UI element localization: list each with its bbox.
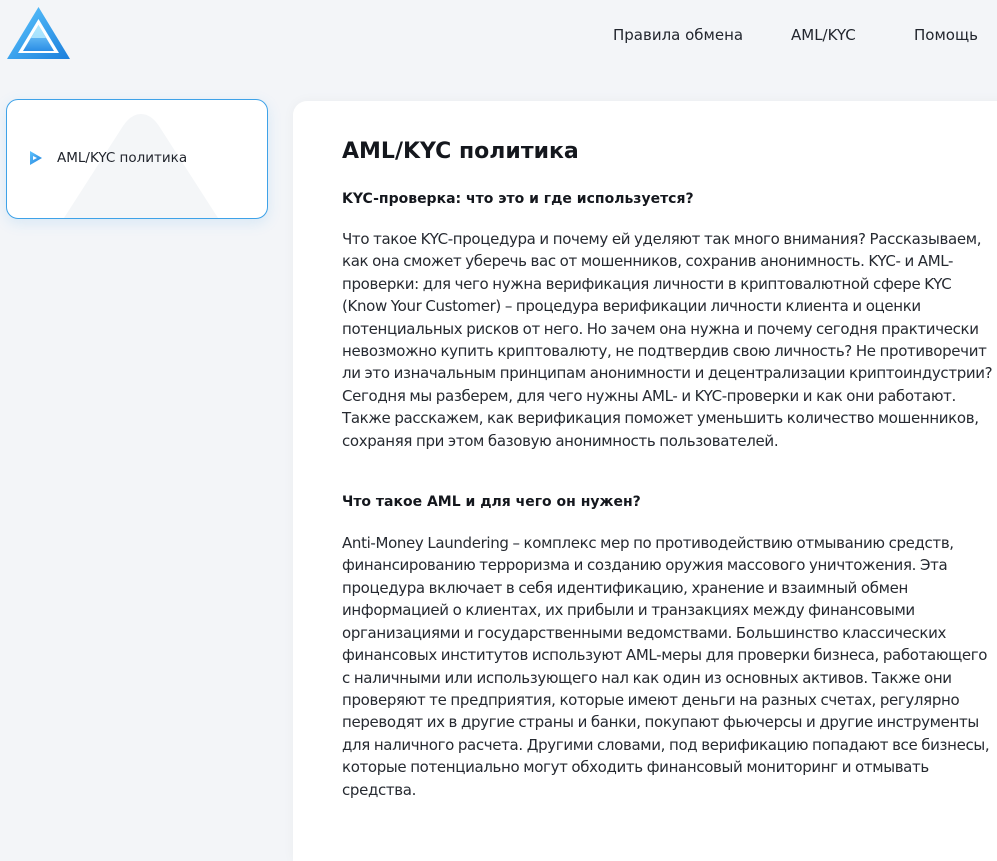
section-heading: Что такое AML и для чего он нужен?	[342, 494, 641, 511]
page-title: AML/KYC политика	[342, 139, 579, 164]
sidebar-item-label: AML/KYC политика	[57, 150, 188, 166]
background-triangle-shape	[51, 114, 231, 219]
main-content-panel	[293, 101, 997, 861]
nav-aml-kyc[interactable]: AML/KYC	[791, 26, 856, 44]
play-arrow-icon	[29, 150, 43, 166]
section-body: Что такое KYC-процедура и почему ей уделяют так много внимания? Рассказываем, как она сможет уберечь вас от мошенников, сохранив анонимность. KYC- и AML-проверки: для чего нужна верификация личности в криптовалютной сфере KYC (Know Your Customer) – процедура верификации личности клиента и оценки потенциальных рисков от него. Но зачем она нужна и почему сегодня практически невозможно купить криптовалюту, не подтвердив свою личность? Не противоречит ли это изначальным принципам анонимности и децентрализации криптоиндустрии? Сегодня мы разберем, для чего нужны AML- и KYC-проверки и как они работают. Также расскажем, как верификация поможет уменьшить количество мошенников, сохраняя при этом базовую анонимность пользователей.	[342, 230, 993, 450]
triangle-logo[interactable]	[6, 6, 71, 62]
article	[342, 137, 994, 801]
nav-help[interactable]: Помощь	[914, 26, 978, 44]
section-heading: KYC-проверка: что это и где используется?	[342, 191, 694, 207]
sidebar-item-aml-kyc[interactable]	[29, 150, 187, 166]
site-header	[0, 0, 997, 75]
nav-exchange-rules[interactable]: Правила обмена	[613, 26, 744, 44]
section-body: Anti-Money Laundering – комплекс мер по противодействию отмыванию средств, финансированию терроризма и созданию оружия массового уничтожения. Эта процедура включает в себя идентификацию, хранение и взаимный обмен информацией о клиентах, их прибыли и транзакциях между финансовыми организациями и государственными ведомствами. Большинство классических финансовых институтов используют AML-меры для проверки бизнеса, работающего с наличными или использующего нал как один из основных активов. Также они проверяют те предприятия, которые имеют деньги на разных счетах, регулярно переводят их в другие страны и банки, покупают фьючерсы и другие инструменты для наличного расчета. Другими словами, под верификацию попадают все бизнесы, которые потенциально могут обходить финансовый мониторинг и отмывать средства.	[342, 534, 990, 799]
sidebar-menu	[6, 99, 268, 219]
